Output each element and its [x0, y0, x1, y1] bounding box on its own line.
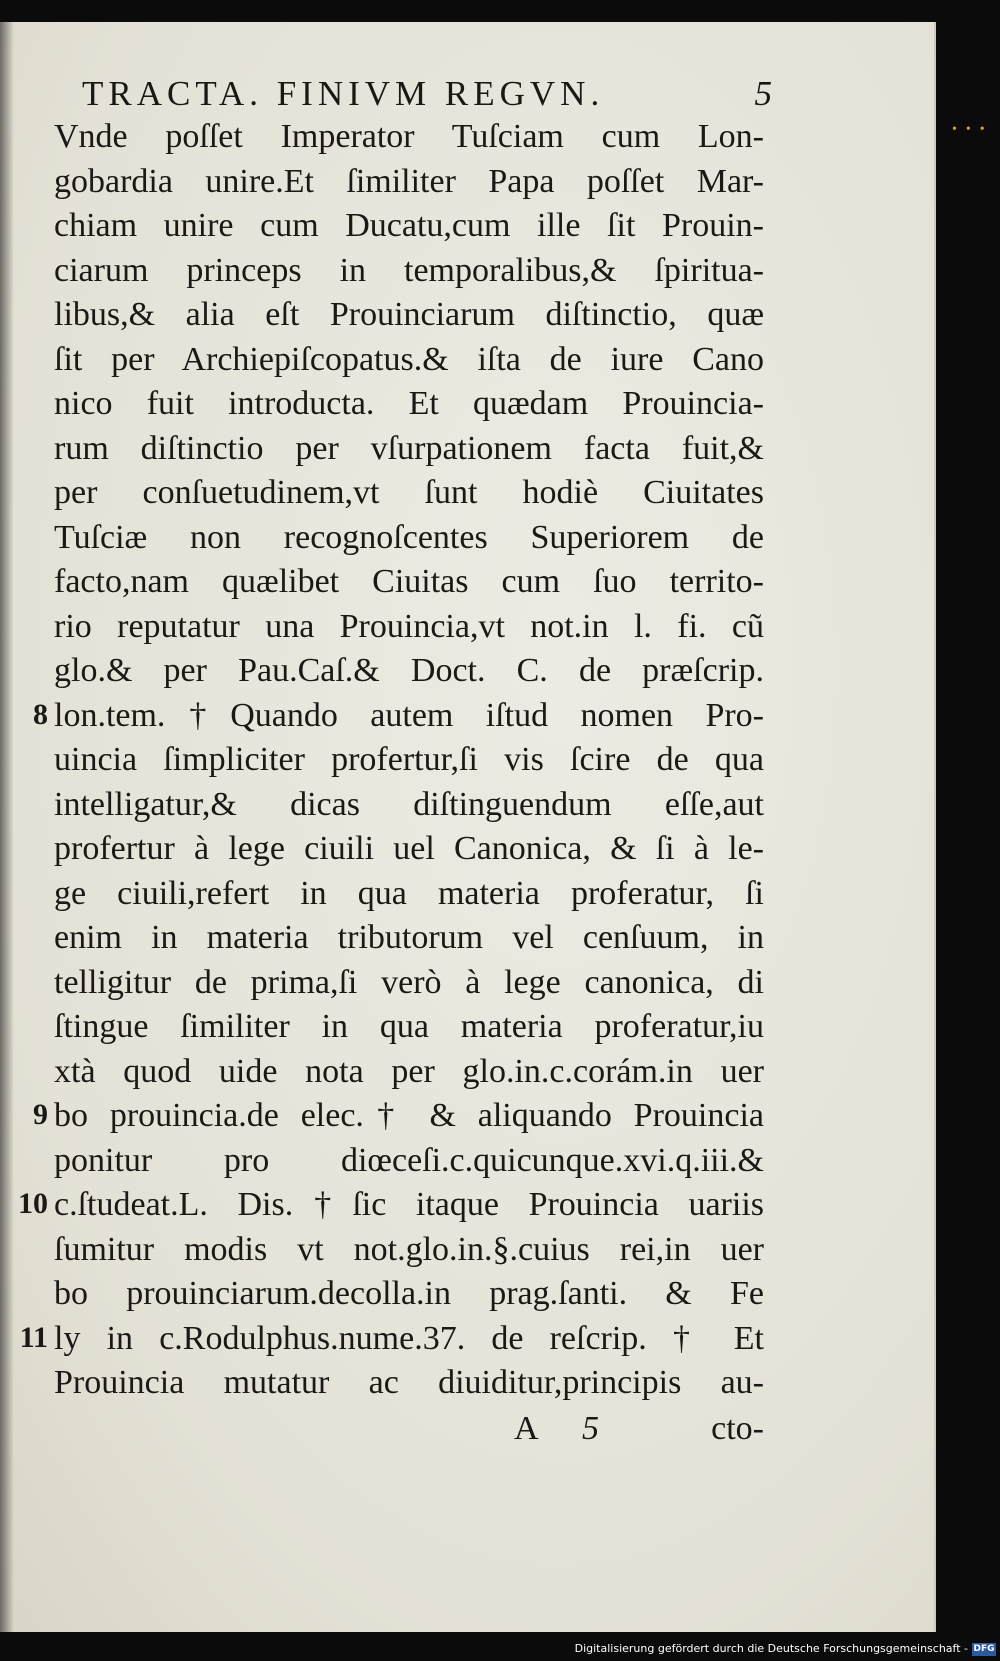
- marginal-number: 10: [18, 1187, 48, 1220]
- catchword: cto-: [711, 1410, 764, 1447]
- running-header: [82, 74, 772, 120]
- text-line: ſit per Archiepiſcopatus.& iſta de iure Cano: [54, 340, 764, 378]
- marginal-number: 9: [33, 1098, 48, 1131]
- text-line: telligitur de prima,ſi verò à lege canonica, di: [54, 963, 764, 1001]
- signature-number: 5: [582, 1410, 599, 1447]
- text-line: rio reputatur una Prouincia,vt not.in l. fi. cũ: [54, 607, 764, 645]
- running-title: TRACTA. FINIVM REGVN.: [82, 74, 605, 113]
- text-line: bo prouincia.de elec.† & aliquando Prouincia: [54, 1097, 764, 1134]
- dfg-logo: DFG: [973, 1644, 995, 1654]
- text-line: ponitur pro diœceſi.c.quicunque.xvi.q.iii.&: [54, 1141, 764, 1179]
- text-line: profertur à lege ciuili uel Canonica, & ſi à le-: [54, 830, 764, 867]
- text-line: intelligatur,& dicas diſtinguendum eſſe,aut: [54, 785, 764, 823]
- page-number: 5: [754, 74, 772, 113]
- text-line: rum diſtinctio per vſurpationem facta fuit,&: [54, 429, 764, 467]
- text-line: ſtingue ſimiliter in qua materia proferatur,iu: [54, 1008, 764, 1045]
- marginal-number: 11: [19, 1320, 48, 1354]
- text-line: ge ciuili,refert in qua materia proferatur, ſi: [54, 874, 764, 912]
- text-line: glo.& per Pau.Caſ.& Doct. C. de præſcrip.: [54, 652, 764, 689]
- text-line: uincia ſimpliciter profertur,ſi vis ſcire de qua: [54, 741, 764, 778]
- text-line: Prouincia mutatur ac diuiditur,principis au-: [54, 1364, 764, 1401]
- funding-credit: Digitalisierung gefördert durch die Deutsche Forschungsgemeinschaft -: [574, 1642, 968, 1655]
- signature-mark: A: [514, 1410, 539, 1447]
- text-line: Tuſciæ non recognoſcentes Superiorem de: [54, 518, 764, 556]
- text-line: xtà quod uide nota per glo.in.c.corám.in uer: [54, 1052, 764, 1090]
- color-calibration-dots: •••: [952, 122, 994, 137]
- text-line: gobardia unire.Et ſimiliter Papa poſſet Mar-: [54, 162, 764, 200]
- body-text: [54, 115, 764, 1406]
- text-line: c.ſtudeat.L. Dis.†ſic itaque Prouincia uariis: [54, 1186, 764, 1223]
- text-line: lon.tem.†Quando autem iſtud nomen Pro-: [54, 696, 764, 734]
- marginal-number: 8: [33, 697, 48, 731]
- text-line: libus,& alia eſt Prouinciarum diſtinctio, quæ: [54, 296, 764, 333]
- text-line: nico fuit introducta. Et quædam Prouincia-: [54, 385, 764, 422]
- catchline: [54, 1410, 764, 1454]
- text-line: ly in c.Rodulphus.nume.37. de reſcrip. † Et: [54, 1319, 764, 1357]
- page-gutter-shadow: [0, 22, 14, 1632]
- text-line: ciarum princeps in temporalibus,& ſpiritua-: [54, 251, 764, 289]
- text-line: Vnde poſſet Imperator Tuſciam cum Lon-: [54, 118, 764, 155]
- text-line: ſumitur modis vt not.glo.in.§.cuius rei,in uer: [54, 1230, 764, 1268]
- text-line: chiam unire cum Ducatu,cum ille ſit Prouin-: [54, 207, 764, 244]
- text-line: enim in materia tributorum vel cenſuum, in: [54, 919, 764, 956]
- text-line: facto,nam quælibet Ciuitas cum ſuo territo-: [54, 563, 764, 600]
- text-line: bo prouinciarum.decolla.in prag.ſanti. & Fe: [54, 1275, 764, 1312]
- text-line: per conſuetudinem,vt ſunt hodiè Ciuitates: [54, 474, 764, 511]
